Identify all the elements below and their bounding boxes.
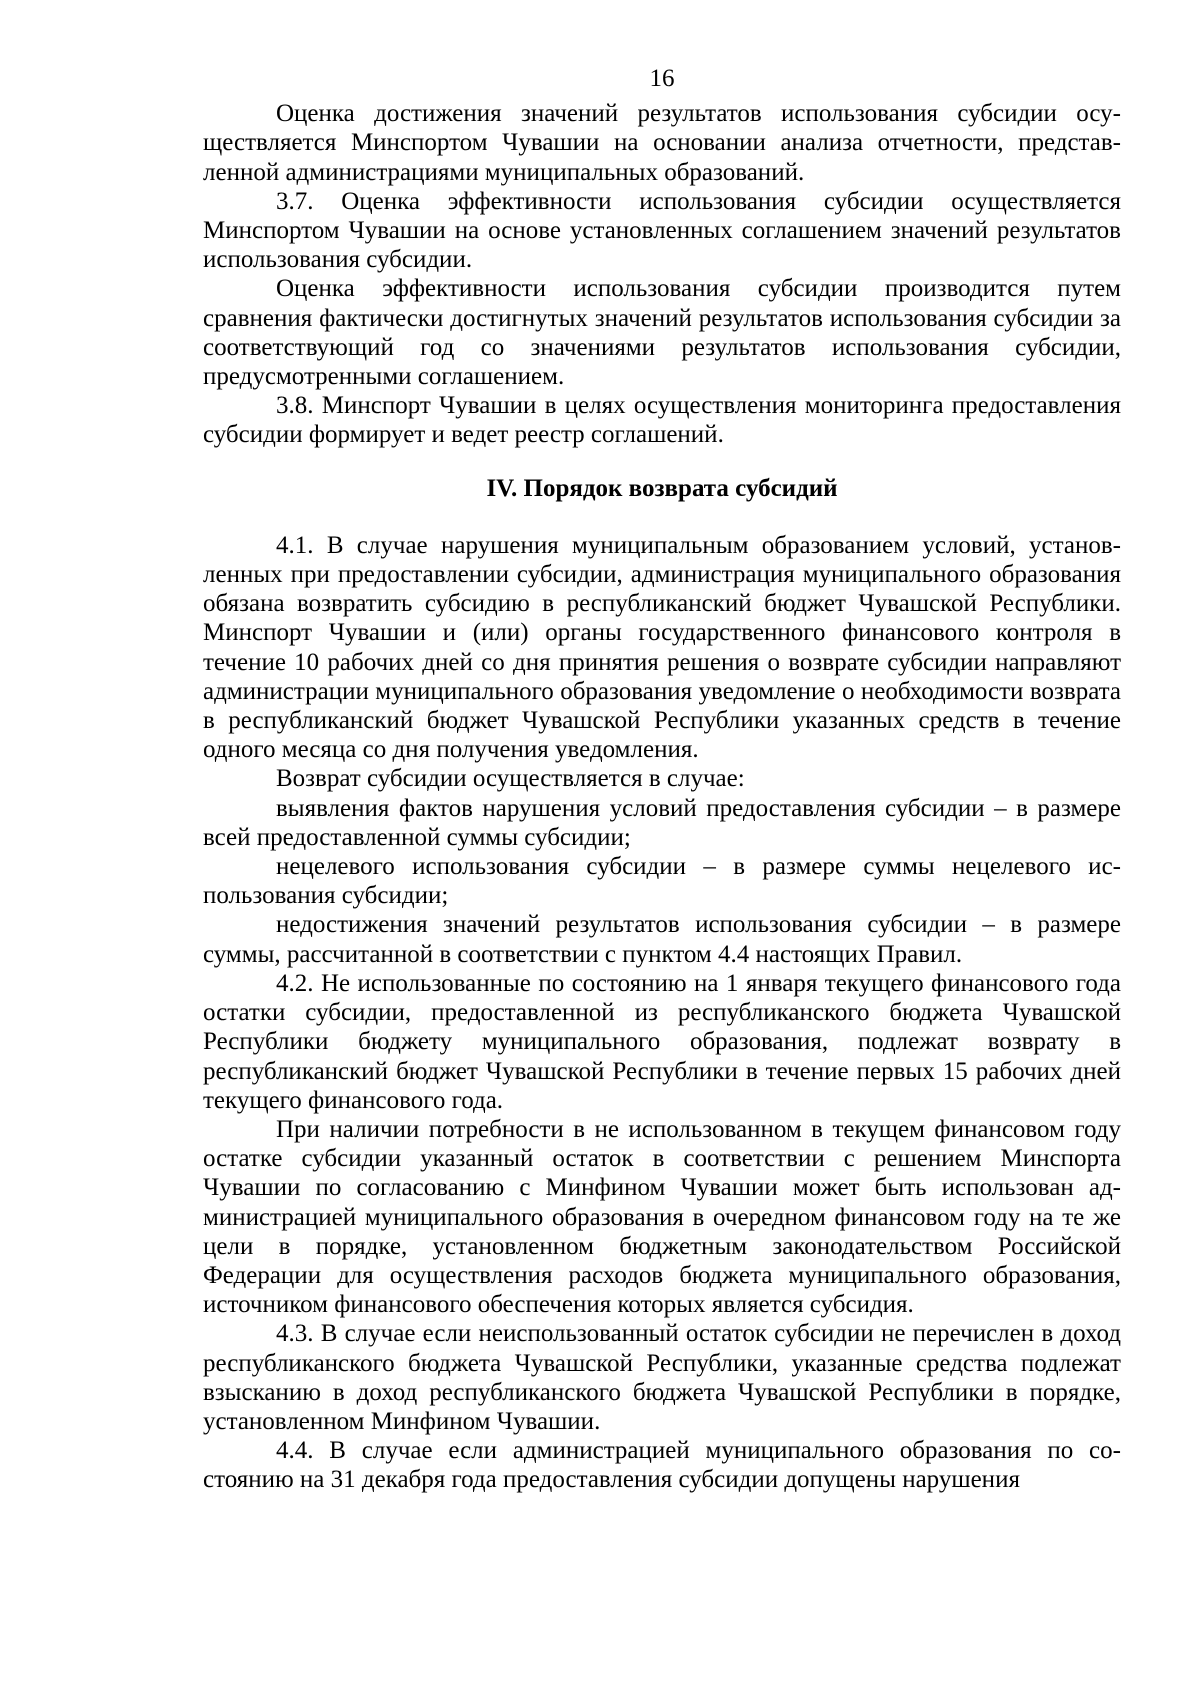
paragraph-4-1: 4.1. В случае нарушения муниципальным образованием условий, установленных при предоставлении субсидии, администрация муниципального образования обязана возвратить субсидию в республиканский бюджет Чувашской Республики. Минспорт Чувашии и (или) органы государственного финансового контроля в течение 10 рабочих дней со дня принятия решения о возврате субсидии направляют администрации муниципального образования уведомление о необходимости возврата в республиканский бюджет Чувашской Республики указанных средств в течение одного месяца со дня получения уведомления. — [203, 531, 1121, 764]
paragraph-result-evaluation: Оценка достижения значений результатов использования субсидии осуществляется Минспортом Чувашии на основании анализа отчетности, представленной администрациями муниципальных образований. — [203, 100, 1121, 186]
paragraph-remainder-use: При наличии потребности в не использованном в текущем финансовом году остатке субсидии указанный остаток в соответствии с решением Минспорта Чувашии по согласованию с Минфином Чувашии может быть использован администрацией муниципального образования в очередном финансовом году на те же цели в порядке, установленном бюджетным законодательством Российской Федерации для осуществления расходов бюджета муниципального образования, источником финансового обеспечения которых является субсидия. — [203, 1115, 1121, 1319]
paragraph-4-3: 4.3. В случае если неиспользованный остаток субсидии не перечислен в доход республиканского бюджета Чувашской Республики, указанные средства подлежат взысканию в доход республиканского бюджета Чувашской Республики в порядке, установленном Минфином Чувашии. — [203, 1320, 1121, 1435]
paragraph-efficiency-comparison: Оценка эффективности использования субсидии производится путем сравнения фактически достигнутых значений результатов использования субсидии за соответствующий год со значениями результатов использования субсидии, предусмотренными соглашением. — [203, 275, 1121, 391]
document-page — [203, 64, 1121, 1495]
paragraph-case-misuse: нецелевого использования субсидии – в размере суммы нецелевого использования субсидии; — [203, 853, 1121, 910]
paragraph-3-7: 3.7. Оценка эффективности использования субсидии осуществляется Минспортом Чувашии на основе установленных соглашением значений результатов использования субсидии. — [203, 187, 1121, 274]
paragraph-case-non-achievement: недостижения значений результатов использования субсидии – в размере суммы, рассчитанной в соответствии с пунктом 4.4 настоящих Правил. — [203, 911, 1121, 968]
paragraph-3-8: 3.8. Минспорт Чувашии в целях осуществления мониторинга предоставления субсидии формирует и ведет реестр соглашений. — [203, 392, 1121, 449]
paragraph-case-violation: выявления фактов нарушения условий предоставления субсидии – в размере всей предоставленной суммы субсидии; — [203, 794, 1121, 851]
paragraph-4-4: 4.4. В случае если администрацией муниципального образования по состоянию на 31 декабря года предоставления субсидии допущены нарушения — [203, 1437, 1121, 1494]
page-number: 16 — [649, 65, 675, 92]
paragraph-return-cases-intro: Возврат субсидии осуществляется в случае: — [276, 765, 745, 793]
paragraph-4-2: 4.2. Не использованные по состоянию на 1 января текущего финансового года остатки субсидии, предоставленной из республиканского бюджета Чувашской Республики бюджету муниципального образования, подлежат возврату в республиканский бюджет Чувашской Республики в течение первых 15 рабочих дней текущего финансового года. — [203, 969, 1121, 1114]
section-heading: IV. Порядок возврата субсидий — [486, 474, 838, 502]
